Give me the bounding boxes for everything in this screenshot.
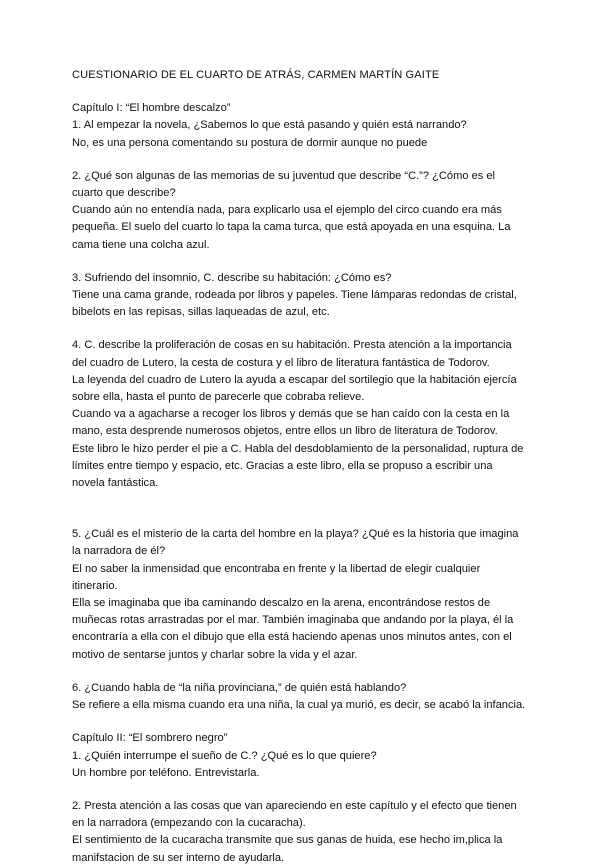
question-text: en la narradora (empezando con la cucaracha). xyxy=(72,817,306,830)
chapter-1-question-2 xyxy=(72,168,530,254)
question-text: del cuadro de Lutero, la cesta de costura y el libro de literatura fantástica de Todorov. xyxy=(72,356,490,369)
answer-text: cama tiene una colcha azul. xyxy=(72,238,210,251)
answer-text: sobre ella, hasta el punto de parecerle que cobraba relieve. xyxy=(72,391,365,404)
answer-text: Tiene una cama grande, rodeada por libros y papeles. Tiene lámparas redondas de cristal, xyxy=(72,289,517,302)
answer-text: novela fantástica. xyxy=(72,477,159,490)
chapter-1-question-6 xyxy=(72,680,530,714)
chapter-1-question-1 xyxy=(72,100,530,152)
answer-text: pequeña. El suelo del cuarto lo tapa la cama turca, que está apoyada en una esquina. La xyxy=(72,221,511,234)
answer-text: Se refiere a ella misma cuando era una niña, la cual ya murió, es decir, se acabó la infancia. xyxy=(72,699,526,712)
question-text: 6. ¿Cuando habla de “la niña provinciana,” de quién está hablando? xyxy=(72,681,407,694)
chapter-2-question-1 xyxy=(72,730,530,782)
question-text: la narradora de él? xyxy=(72,545,166,558)
question-text: 2. Presta atención a las cosas que van apareciendo en este capítulo y el efecto que tienen xyxy=(72,799,517,812)
document-title: CUESTIONARIO DE EL CUARTO DE ATRÁS, CARMEN MARTÍN GAITE xyxy=(72,69,440,81)
answer-text: Ella se imaginaba que iba caminando descalzo en la arena, encontrándose restos de xyxy=(72,597,491,610)
answer-text: El no saber la inmensidad que encontraba en frente y la libertad de elegir cualquier xyxy=(72,562,481,575)
answer-text: motivo de sentarse juntos y charlar sobre la vida y el azar. xyxy=(72,648,358,661)
question-text: 5. ¿Cuál es el misterio de la carta del hombre en la playa? ¿Qué es la historia que imagina xyxy=(72,528,519,541)
chapter-1-question-3 xyxy=(72,270,530,322)
question-text: 1. ¿Quién interrumpe el sueño de C.? ¿Qué es lo que quiere? xyxy=(72,749,377,762)
chapter-1-question-4 xyxy=(72,337,530,492)
answer-text: mano, esta desprende numerosos objetos, entre ellos un libro de literatura de Todorov. xyxy=(72,425,498,438)
chapter-1-question-5 xyxy=(72,526,530,664)
question-text: 2. ¿Qué son algunas de las memorias de su juventud que describe “C.”? ¿Cómo es el xyxy=(72,169,496,182)
answer-text: muñecas rotas arrastradas por el mar. También imaginaba que andando por la playa, él la xyxy=(72,614,514,627)
answer-text: Cuando aún no entendía nada, para explicarlo usa el ejemplo del circo cuando era más xyxy=(72,204,502,217)
answer-text: La leyenda del cuadro de Lutero la ayuda a escapar del sortilegio que la habitación ejercía xyxy=(72,373,517,386)
question-text: 1. Al empezar la novela, ¿Sabemos lo que está pasando y quién está narrando? xyxy=(72,119,467,132)
answer-text: No, es una persona comentando su postura de dormir aunque no puede xyxy=(72,136,428,149)
answer-text: Este libro le hizo perder el pie a C. Habla del desdoblamiento de la personalidad, ruptura de xyxy=(72,442,524,455)
question-text: 3. Sufriendo del insomnio, C. describe su habitación: ¿Cómo es? xyxy=(72,271,392,284)
chapter-heading: Capítulo II: “El sombrero negro” xyxy=(72,732,228,745)
answer-text: Un hombre por teléfono. Entrevistarla. xyxy=(72,766,260,779)
answer-text: manifstacion de su ser interno de ayudarla. xyxy=(72,851,285,864)
question-text: cuarto que describe? xyxy=(72,187,176,200)
chapter-heading: Capítulo I: “El hombre descalzo” xyxy=(72,102,231,115)
answer-text: bibelots en las repisas, sillas laqueadas de azul, etc. xyxy=(72,306,330,319)
answer-text: límites entre tiempo y espacio, etc. Gracias a este libro, ella se propuso a escribir una xyxy=(72,459,493,472)
chapter-2-question-2 xyxy=(72,798,530,867)
answer-text: Cuando va a agacharse a recoger los libros y demás que se han caído con la cesta en la xyxy=(72,408,510,421)
question-text: 4. C. describe la proliferación de cosas en su habitación. Presta atención a la importancia xyxy=(72,339,512,352)
answer-text: encontraría a ella con el dibujo que ella está haciendo apenas unos minutos antes, con el xyxy=(72,631,512,644)
answer-text: itinerario. xyxy=(72,579,118,592)
answer-text: El sentimiento de la cucaracha transmite que sus ganas de huida, ese hecho im,plica la xyxy=(72,834,503,847)
